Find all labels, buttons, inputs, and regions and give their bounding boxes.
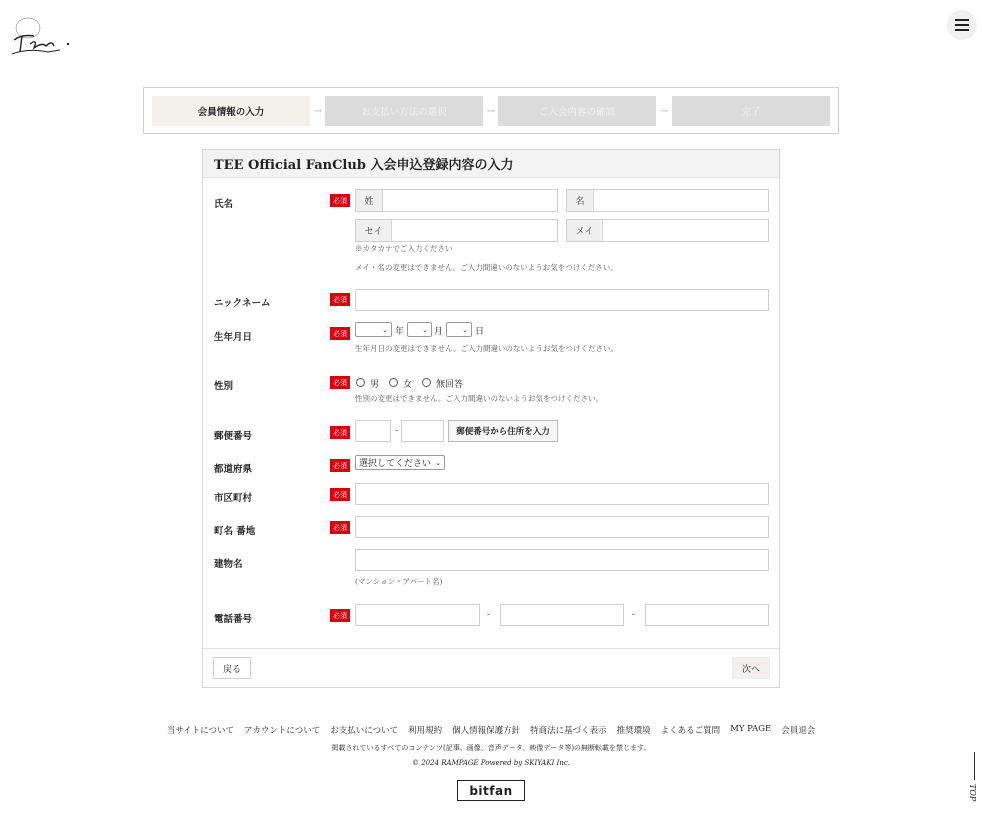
nickname-input[interactable] xyxy=(355,289,769,311)
required-badge: 必須 xyxy=(330,609,350,622)
postal-dash: - xyxy=(395,426,399,436)
gender-label: 性別 xyxy=(214,381,234,392)
last-name-kana-field[interactable] xyxy=(355,219,558,242)
phone-dash: - xyxy=(632,610,636,620)
gender-radio-male[interactable] xyxy=(356,378,365,387)
required-badge: 必須 xyxy=(330,194,350,207)
month-unit: 月 xyxy=(434,327,444,337)
footer-link-about[interactable]: 当サイトについて xyxy=(166,726,234,736)
name-change-note: メイ・名の変更はできません。ご入力間違いのないようお気をつけください。 xyxy=(355,263,618,272)
back-to-top-link[interactable] xyxy=(965,752,982,807)
top-label: TOP xyxy=(968,784,977,802)
kana-note: ※カタカナでご入力ください xyxy=(355,244,453,253)
step-arrow-icon: → xyxy=(659,105,669,117)
city-label: 市区町村 xyxy=(214,493,253,504)
form-actions xyxy=(203,648,779,688)
required-badge: 必須 xyxy=(330,426,350,439)
last-name-field[interactable] xyxy=(355,189,558,212)
prefecture-selected-value: 選択してください xyxy=(359,459,432,469)
step-arrow-icon: → xyxy=(313,105,323,117)
gender-note: 性別の変更はできません。ご入力間違いのないようお気をつけください。 xyxy=(355,394,603,403)
building-note: (マンション・アパート名) xyxy=(355,577,443,586)
gender-radio-none[interactable] xyxy=(422,378,431,387)
postal-label: 郵便番号 xyxy=(214,431,253,442)
required-badge: 必須 xyxy=(330,459,350,472)
menu-button[interactable] xyxy=(947,10,977,40)
footer-link-environment[interactable]: 推奨環境 xyxy=(616,726,651,736)
step-member-info: 会員情報の入力 xyxy=(152,96,310,126)
address-label: 町名 番地 xyxy=(214,526,256,537)
chevron-down-icon: ⌄ xyxy=(462,325,468,334)
first-name-kana-prefix: メイ xyxy=(567,220,603,241)
chevron-down-icon: ⌄ xyxy=(435,458,441,467)
gender-male-label: 男 xyxy=(370,380,380,390)
footer-link-privacy[interactable]: 個人情報保護方針 xyxy=(452,726,521,736)
birth-day-select[interactable] xyxy=(446,322,472,337)
chevron-down-icon: ⌄ xyxy=(422,325,428,334)
postal-lookup-button[interactable]: 郵便番号から住所を入力 xyxy=(448,420,558,442)
footer-link-account[interactable]: アカウントについて xyxy=(243,726,321,736)
gender-none-label: 無回答 xyxy=(436,380,464,390)
required-badge: 必須 xyxy=(330,488,350,501)
step-confirm: ご入会内容の確認 xyxy=(498,96,656,126)
required-badge: 必須 xyxy=(330,293,350,306)
form-title: TEE Official FanClub 入会申込登録内容の入力 xyxy=(203,150,779,178)
footer-link-legal[interactable]: 特商法に基づく表示 xyxy=(530,726,607,736)
step-indicator xyxy=(143,87,839,134)
footer-link-payment[interactable]: お支払いについて xyxy=(330,726,399,736)
birth-year-select[interactable] xyxy=(355,322,392,337)
footer-link-mypage[interactable]: MY PAGE xyxy=(730,724,772,734)
last-name-prefix: 姓 xyxy=(356,190,383,211)
gender-radio-female[interactable] xyxy=(389,378,398,387)
bitfan-logo[interactable]: bitfan xyxy=(457,780,525,801)
phone-label: 電話番号 xyxy=(214,614,253,625)
step-arrow-icon: → xyxy=(486,105,496,117)
gender-female-label: 女 xyxy=(403,380,413,390)
building-input[interactable] xyxy=(355,549,769,571)
chevron-down-icon: ⌄ xyxy=(382,325,388,334)
required-badge: 必須 xyxy=(330,521,350,534)
birth-month-select[interactable] xyxy=(407,322,432,337)
registration-form xyxy=(202,149,780,688)
footer-link-withdraw[interactable]: 会員退会 xyxy=(781,726,816,736)
postal-code-second-input[interactable] xyxy=(401,420,444,442)
first-name-prefix: 名 xyxy=(567,190,594,211)
phone-first-input[interactable] xyxy=(355,604,480,626)
copyright: © 2024 RAMPAGE Powered by SKIYAKI Inc. xyxy=(412,759,570,767)
phone-third-input[interactable] xyxy=(645,604,769,626)
year-unit: 年 xyxy=(395,327,405,337)
required-badge: 必須 xyxy=(330,327,350,340)
step-complete: 完了 xyxy=(672,96,830,126)
name-label: 氏名 xyxy=(214,199,234,210)
phone-second-input[interactable] xyxy=(500,604,624,626)
nickname-label: ニックネーム xyxy=(214,298,271,309)
day-unit: 日 xyxy=(475,327,485,337)
step-payment: お支払い方法の選択 xyxy=(325,96,483,126)
prefecture-select[interactable] xyxy=(355,455,445,470)
birthday-note: 生年月日の変更はできません。ご入力間違いのないようお気をつけください。 xyxy=(355,344,618,353)
hamburger-icon xyxy=(955,19,969,31)
last-name-kana-prefix: セイ xyxy=(356,220,392,241)
required-badge: 必須 xyxy=(330,376,350,389)
first-name-field[interactable] xyxy=(566,189,769,212)
footer-link-faq[interactable]: よくあるご質問 xyxy=(660,726,721,736)
phone-dash: - xyxy=(487,610,491,620)
address-input[interactable] xyxy=(355,516,769,538)
top-line xyxy=(974,752,975,780)
birthday-label: 生年月日 xyxy=(214,332,253,343)
city-input[interactable] xyxy=(355,483,769,505)
footer-links xyxy=(0,724,982,736)
building-label: 建物名 xyxy=(214,559,243,570)
first-name-kana-field[interactable] xyxy=(566,219,769,242)
site-logo[interactable] xyxy=(8,14,76,58)
copyright-notice: 掲載されているすべてのコンテンツ(記事、画像、音声データ、映像データ等)の無断転載を禁じます。 xyxy=(331,744,651,752)
footer-link-terms[interactable]: 利用規約 xyxy=(408,726,443,736)
postal-code-first-input[interactable] xyxy=(355,420,391,442)
back-button[interactable]: 戻る xyxy=(213,657,251,679)
next-button[interactable]: 次へ xyxy=(732,657,770,679)
prefecture-label: 都道府県 xyxy=(214,464,253,475)
